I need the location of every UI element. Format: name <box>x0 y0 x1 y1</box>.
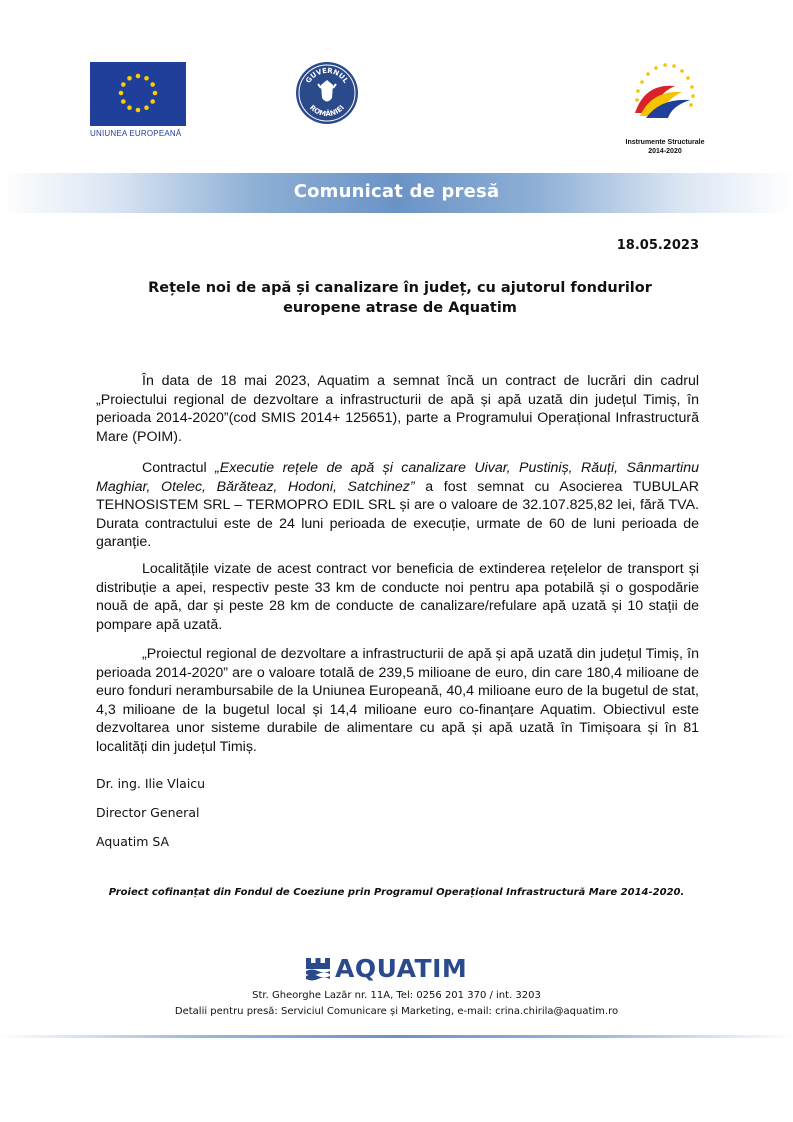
paragraph-4 <box>96 645 699 756</box>
press-contact: Detalii pentru presă: Serviciul Comunicare și Marketing, e-mail: crina.chirila@aquatim.ro <box>174 1006 619 1017</box>
bottom-divider <box>0 1035 793 1038</box>
paragraph-2 <box>96 459 699 552</box>
is-caption-years: 2014-2020 <box>648 148 682 155</box>
government-logo <box>294 60 360 126</box>
signatory-organization: Aquatim SA <box>96 834 170 849</box>
is-caption-title: Instrumente Structurale <box>625 139 705 146</box>
banner-title: Comunicat de presă <box>293 181 500 202</box>
government-seal-icon <box>294 60 360 126</box>
eu-flag <box>90 62 186 126</box>
svg-text:ROMÂNIEI: ROMÂNIEI <box>308 103 347 119</box>
paragraph-1-text: În data de 18 mai 2023, Aquatim a semnat încă un contract de lucrări din cadrul „Proiectului regional de dezvoltare a infrastructurii de apă și apă uzată din județul Timiș, în perioada 2014-2020”(cod SMIS 2014+ 125651), parte a Programului Operațional Infrastructură Mare (POIM). <box>96 373 699 445</box>
headline-line-1: Rețele noi de apă și canalizare în județ, cu ajutorul fondurilor <box>148 280 652 296</box>
aquatim-wordmark: AQUATIM <box>335 954 468 983</box>
headline <box>100 278 700 318</box>
paragraph-4-text: „Proiectul regional de dezvoltare a infrastructurii de apă și apă uzată din județul Timiș, în perioada 2014-2020” are o valoare totală de 239,5 milioane de euro, din care 180,4 milioane de euro fonduri nerambursabile de la Uniunea Europeană, 40,4 milioane euro de la bugetul de stat, 4,3 milioane de la bugetul local și 14,4 milioane euro co-finanțare Aquatim. Obiectivul este dezvoltarea unor sisteme durabile de alimentare cu apă și apă uzată în Timișoara și în 81 localități din județul Timiș. <box>96 646 699 755</box>
structural-instruments-emblem-icon <box>610 58 720 134</box>
paragraph-2-prefix: Contractul <box>142 460 216 476</box>
signatory-name: Dr. ing. Ilie Vlaicu <box>96 776 206 791</box>
paragraph-3-text: Localitățile vizate de acest contract vor beneficia de extinderea rețelelor de transport și distribuție a apei, respectiv peste 33 km de conducte noi pentru apa potabilă și o gospodărie nouă de apă, dar și peste 28 km de conducte de canalizare/refulare apă uzată și 10 stații de pompare apă uzată. <box>96 561 699 633</box>
paragraph-1 <box>96 372 699 446</box>
aquatim-castle-icon <box>305 957 331 981</box>
svg-text:GUVERNUL: GUVERNUL <box>304 66 350 85</box>
signatory-role: Director General <box>96 805 200 820</box>
headline-line-2: europene atrase de Aquatim <box>283 300 517 316</box>
paragraph-2-suffix: a fost semnat cu Asocierea TUBULAR TEHNOSISTEM SRL – TERMOPRO EDIL SRL și are o valoare de 32.107.825,82 lei, fără TVA. Durata contractului este de 24 luni perioada de execuție, urmate de 60 de luni perioada de garanție. <box>96 478 699 550</box>
instrumente-structurale-logo <box>610 58 720 158</box>
eu-stars-icon <box>90 62 186 126</box>
contract-title: „Executie rețele de apă și canalizare Uivar, Pustiniș, Răuți, Sânmartinu Maghiar, Otelec, Bărăteaz, Hodoni, Satchinez” <box>96 460 699 495</box>
eu-caption: UNIUNEA EUROPEANĂ <box>90 129 182 138</box>
eu-logo <box>90 62 186 142</box>
press-release-banner <box>0 173 793 213</box>
aquatim-logo <box>305 954 485 985</box>
cofinancing-note: Proiect cofinanțat din Fondul de Coeziune prin Programul Operațional Infrastructură Mare 2014-2020. <box>108 887 685 898</box>
company-address: Str. Gheorghe Lazăr nr. 11A, Tel: 0256 201 370 / int. 3203 <box>252 990 541 1001</box>
paragraph-3 <box>96 560 699 634</box>
release-date: 18.05.2023 <box>616 238 699 253</box>
